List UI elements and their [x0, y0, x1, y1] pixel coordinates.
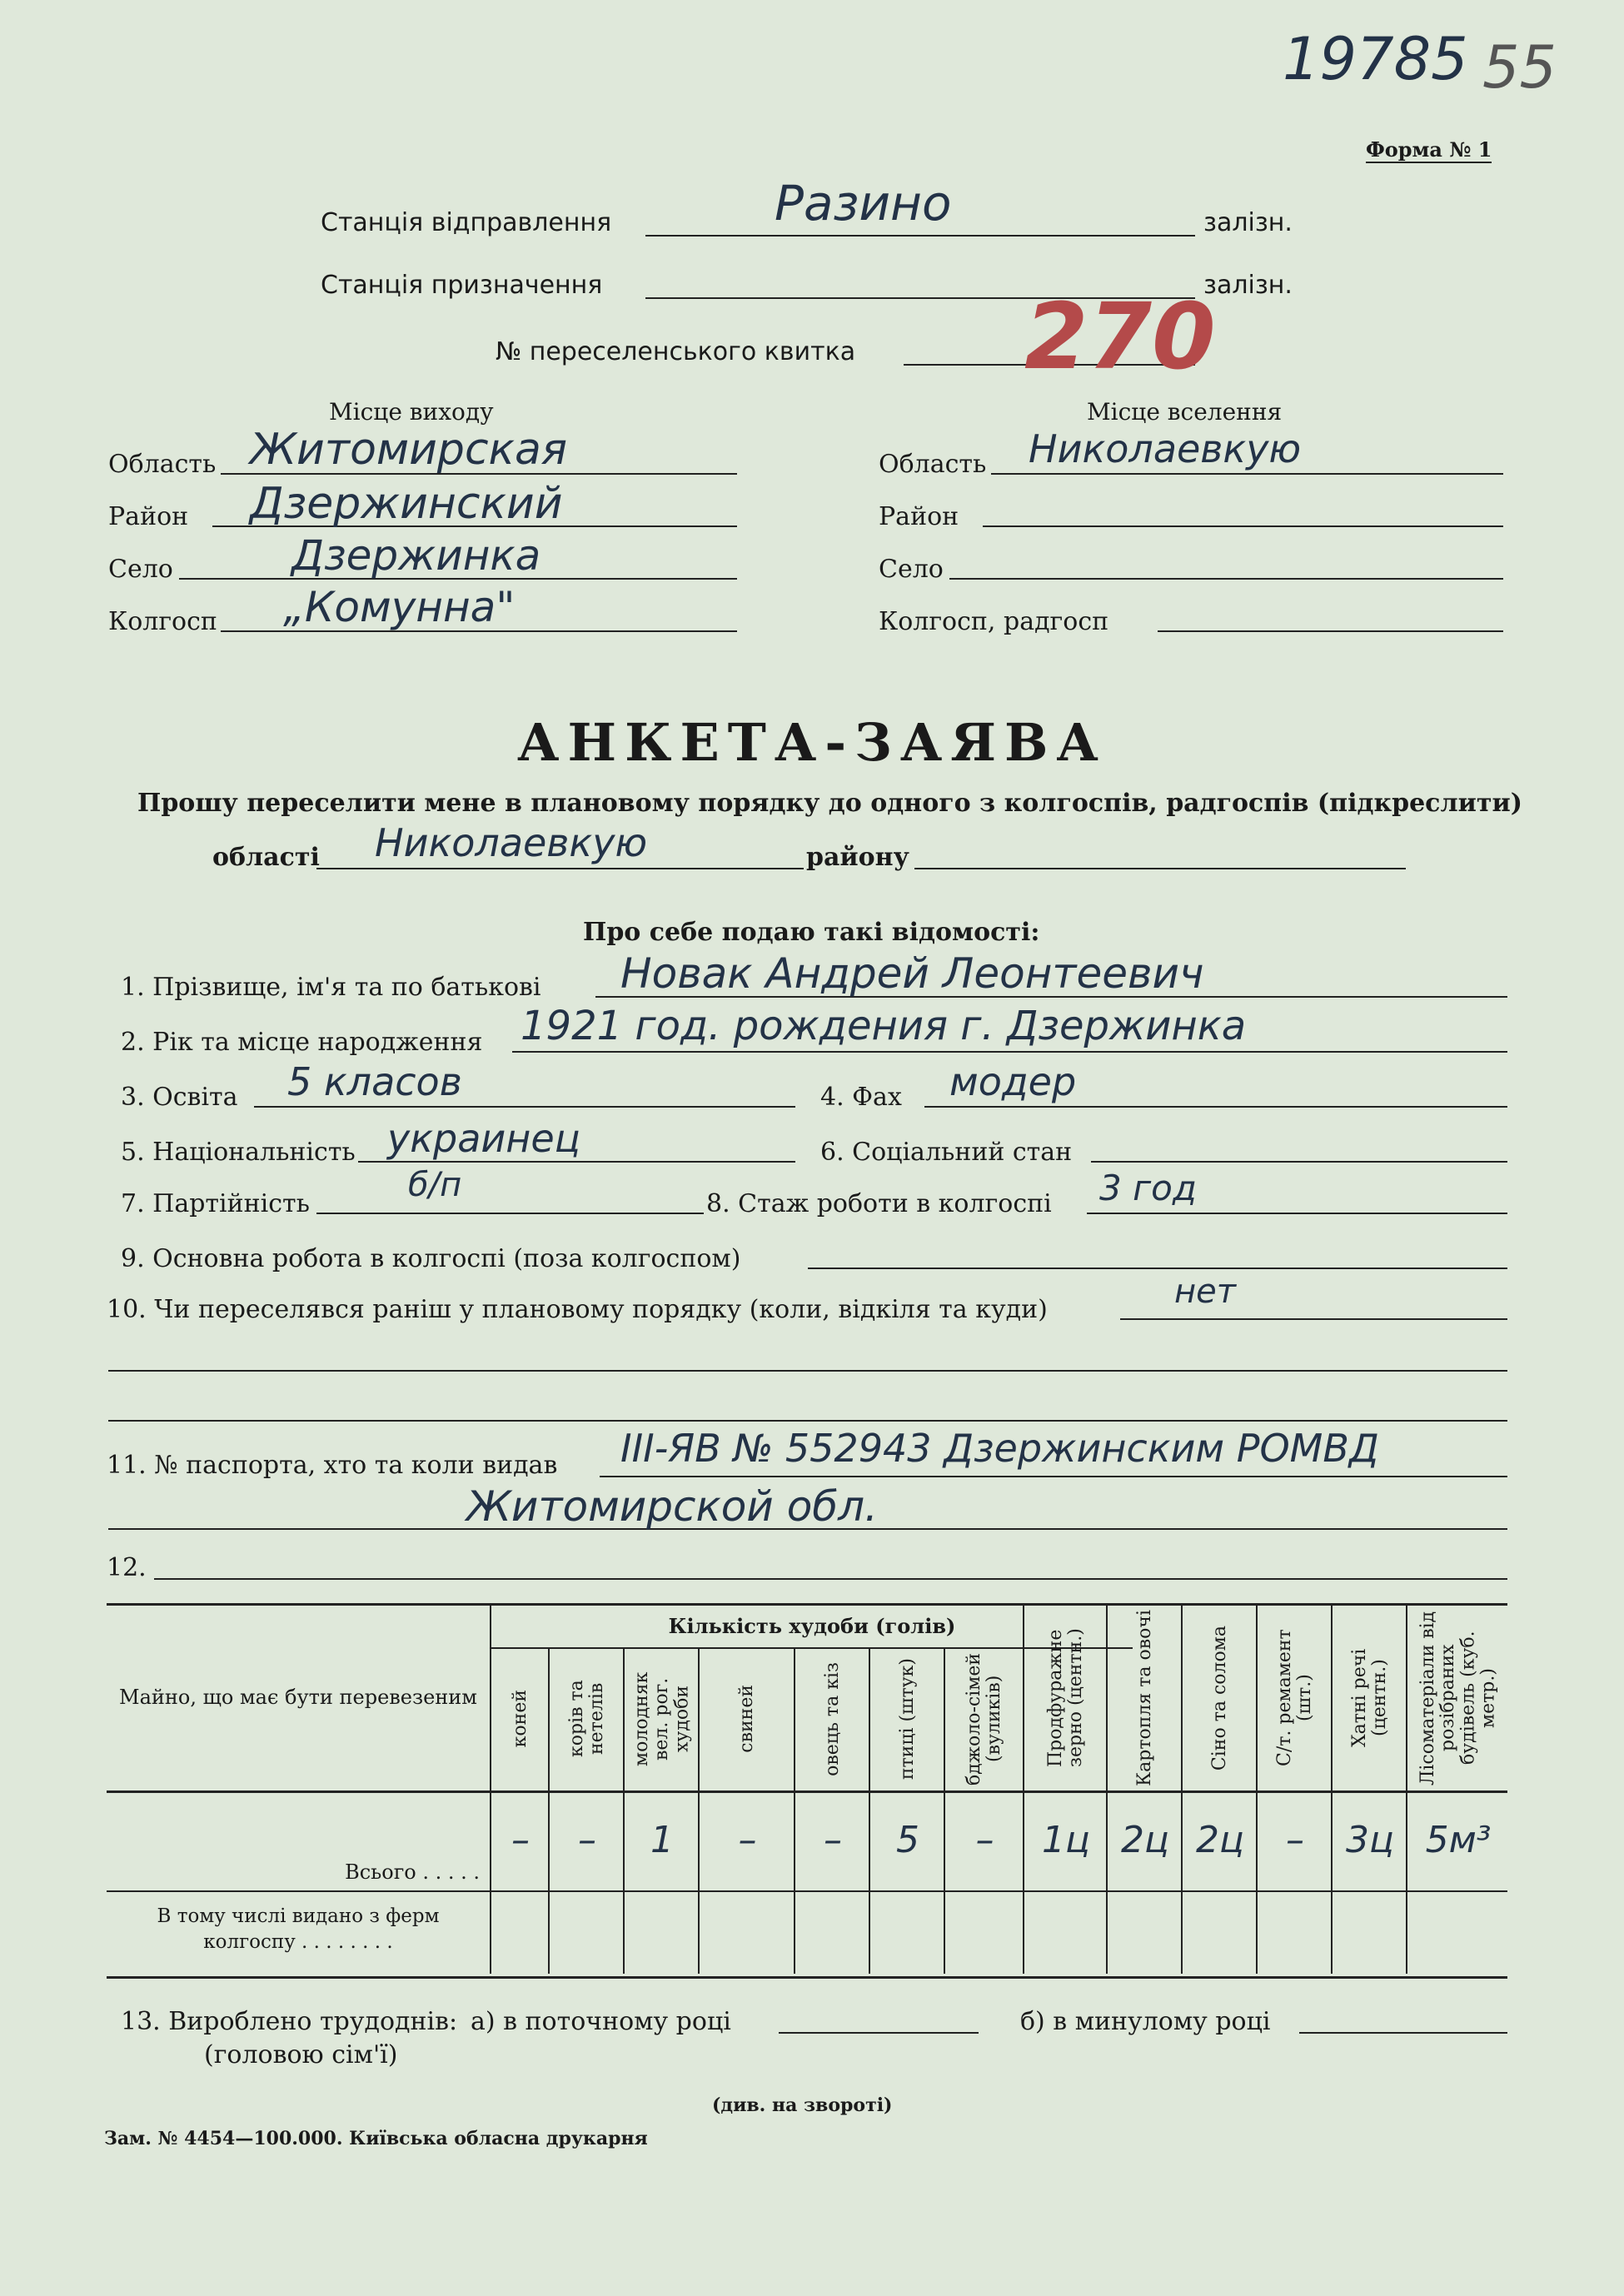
column-header-9: Сіно та солома: [1181, 1606, 1258, 1790]
farm-cell-11: [1331, 1890, 1407, 1974]
reverse-note: (див. на звороті): [712, 2094, 893, 2116]
total-cell-8: 2ц: [1106, 1790, 1183, 1890]
origin-village-label: Село: [108, 555, 173, 584]
archive-number: 19785: [1283, 25, 1468, 93]
ticket-label: № переселенського квитка: [496, 337, 856, 366]
station-departure-label: Станція відправлення: [321, 208, 612, 237]
total-cell-5: 5: [869, 1790, 945, 1890]
dest-kolkhoz-label: Колгосп, радгосп: [879, 607, 1109, 636]
column-header-3: свиней: [698, 1647, 795, 1790]
dest-header: Місце вселення: [1087, 398, 1283, 426]
total-cell-10: –: [1256, 1790, 1333, 1890]
q13-a: а) в поточному році: [471, 2007, 731, 2036]
farm-cell-2: [623, 1890, 700, 1974]
farm-cell-12: [1406, 1890, 1509, 1974]
dest-district-label: Район: [879, 502, 959, 531]
property-table: [107, 1603, 1507, 1979]
total-cell-3: –: [698, 1790, 795, 1890]
column-header-2: молодняк вел. рог. худоби: [623, 1647, 700, 1790]
farm-cell-4: [794, 1890, 870, 1974]
q5-value: украинец: [387, 1116, 580, 1161]
q10-label: 10. Чи переселявся раніш у плановому порядку (коли, відкіля та куди): [107, 1295, 1048, 1324]
column-header-5: птиці (штук): [869, 1647, 945, 1790]
q11-value-line1: III-ЯВ № 552943 Дзержинским РОМВД: [620, 1426, 1379, 1471]
request-text: Прошу переселити мене в плановому порядку до одного з колгоспів, радгоспів (підкреслити): [137, 789, 1522, 818]
raion-label: району: [806, 843, 909, 872]
q13-sub: (головою сім'ї): [204, 2040, 398, 2069]
farm-cell-1: [548, 1890, 625, 1974]
q11-value-line2: Житомирской обл.: [466, 1482, 878, 1531]
origin-region-label: Область: [108, 450, 217, 479]
origin-header: Місце виходу: [329, 398, 494, 426]
total-cell-1: –: [548, 1790, 625, 1890]
about-header: Про себе подаю такі відомості:: [583, 918, 1040, 947]
ticket-value: 270: [1024, 283, 1216, 390]
station-departure-value: Разино: [775, 175, 952, 232]
column-header-8: Картопля та овочі: [1106, 1606, 1183, 1790]
total-cell-2: 1: [623, 1790, 700, 1890]
origin-village-value: Дзержинка: [291, 531, 541, 580]
q2-label: 2. Рік та місце народження: [121, 1028, 483, 1057]
q1-label: 1. Прізвище, ім'я та по батькові: [121, 973, 541, 1002]
total-cell-4: –: [794, 1790, 870, 1890]
livestock-header: Кількість худоби (голів): [490, 1606, 1133, 1649]
column-header-4: овець та кіз: [794, 1647, 870, 1790]
total-cell-11: 3ц: [1331, 1790, 1407, 1890]
farm-cell-6: [944, 1890, 1024, 1974]
farm-cell-9: [1181, 1890, 1258, 1974]
dest-region-value: Николаевкую: [1029, 426, 1302, 471]
farm-cell-0: [490, 1890, 550, 1974]
station-arrival-label: Станція призначення: [321, 271, 603, 300]
q8-value: 3 год: [1099, 1168, 1197, 1208]
farm-cell-8: [1106, 1890, 1183, 1974]
column-header-10: С/т. ремамент (шт.): [1256, 1606, 1333, 1790]
q13-b: б) в минулому році: [1020, 2007, 1271, 2036]
farm-cell-3: [698, 1890, 795, 1974]
q7-label: 7. Партійність: [121, 1189, 310, 1218]
row-total: [107, 1790, 490, 1890]
q9-label: 9. Основна робота в колгоспі (поза колгоспом): [121, 1244, 741, 1273]
farm-cell-7: [1023, 1890, 1108, 1974]
q4-label: 4. Фах: [820, 1083, 902, 1112]
dest-region-label: Область: [879, 450, 987, 479]
q11-label: 11. № паспорта, хто та коли видав: [107, 1451, 558, 1480]
total-cell-7: 1ц: [1023, 1790, 1108, 1890]
q10-value: нет: [1174, 1273, 1237, 1311]
total-cell-6: –: [944, 1790, 1024, 1890]
property-header: Майно, що має бути перевезеним: [119, 1686, 477, 1710]
row-total-label: Всього . . . . .: [345, 1860, 480, 1884]
origin-kolkhoz-label: Колгосп: [108, 607, 217, 636]
column-header-11: Хатні речі (центн.): [1331, 1606, 1407, 1790]
q3-value: 5 класов: [287, 1059, 462, 1104]
total-cell-12: 5м³: [1406, 1790, 1509, 1890]
archive-sheet: 55: [1482, 33, 1557, 102]
page-title: АНКЕТА-ЗАЯВА: [517, 712, 1107, 773]
q1-value: Новак Андрей Леонтеевич: [620, 949, 1204, 998]
q5-label: 5. Національність: [121, 1138, 356, 1167]
column-header-0: коней: [490, 1647, 550, 1790]
q13-label: 13. Вироблено трудоднів:: [121, 2007, 458, 2036]
origin-kolkhoz-value: „Комунна": [283, 583, 516, 631]
origin-district-label: Район: [108, 502, 189, 531]
column-header-12: Лісоматеріали від розібраних будівель (куб. метр.): [1406, 1606, 1509, 1790]
total-cell-9: 2ц: [1181, 1790, 1258, 1890]
column-header-1: корів та нетелів: [548, 1647, 625, 1790]
railway-suffix-2: залізн.: [1203, 271, 1293, 300]
column-header-6: бджоло-сімей (вуликів): [944, 1647, 1024, 1790]
q3-label: 3. Освіта: [121, 1083, 238, 1112]
form-label: Форма № 1: [1366, 137, 1492, 162]
origin-district-value: Дзержинский: [250, 479, 563, 529]
q7-value: б/п: [408, 1166, 462, 1204]
farm-cell-10: [1256, 1890, 1333, 1974]
farm-cell-5: [869, 1890, 945, 1974]
row-farm-label: В тому числі видано з ферм колгоспу . . . . . . . .: [157, 1905, 440, 1954]
oblast-value: Николаевкую: [375, 820, 648, 865]
railway-suffix-1: залізн.: [1203, 208, 1293, 237]
q2-value: 1921 год. рождения г. Дзержинка: [521, 1003, 1247, 1049]
q12-label: 12.: [107, 1553, 147, 1582]
total-cell-0: –: [490, 1790, 550, 1890]
q4-value: модер: [949, 1059, 1077, 1104]
q6-label: 6. Соціальний стан: [820, 1138, 1073, 1167]
dest-village-label: Село: [879, 555, 944, 584]
column-header-7: Продфуражне зерно (центн.): [1023, 1606, 1108, 1790]
origin-region-value: Житомирская: [250, 425, 568, 475]
q8-label: 8. Стаж роботи в колгоспі: [706, 1189, 1052, 1218]
oblast-label: області: [212, 843, 320, 872]
printer-note: Зам. № 4454—100.000. Київська обласна друкарня: [104, 2128, 648, 2149]
